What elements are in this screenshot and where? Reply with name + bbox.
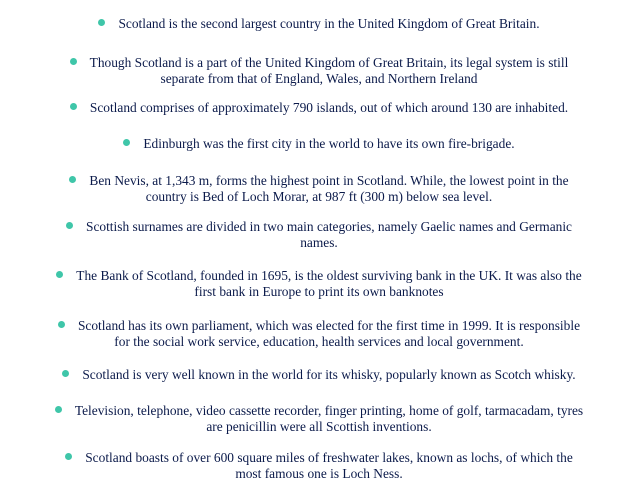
bullet-icon (69, 176, 76, 183)
list-item (6, 450, 632, 478)
bullet-icon (55, 406, 62, 413)
bullet-text-line1: Though Scotland is a part of the United Kingdom of Great Britain, its legal system is still (89, 55, 569, 70)
bullet-text-line1: Scottish surnames are divided in two main categories, namely Gaelic names and Germanic (86, 219, 572, 234)
bullet-text-line2: names. (300, 235, 338, 250)
bullet-icon (98, 19, 105, 26)
bullet-text-line2: country is Bed of Loch Morar, at 987 ft (300 m) below sea level. (145, 189, 493, 204)
bullet-icon (70, 58, 77, 65)
bullet-text-line2: are penicillin were all Scottish inventions. (206, 419, 432, 434)
bullet-text-line1: The Bank of Scotland, founded in 1695, is the oldest surviving bank in the UK. It was also the (76, 268, 582, 283)
bullet-text-line2: for the social work service, education, health services and local government. (114, 334, 524, 349)
list-item (6, 318, 632, 350)
bullet-icon (56, 271, 63, 278)
bullet-text-line1: Scotland has its own parliament, which was elected for the first time in 1999. It is responsible (77, 318, 581, 333)
bullet-icon (65, 453, 72, 460)
bullet-text-line1: Scotland comprises of approximately 790 islands, out of which around 130 are inhabited. (89, 100, 569, 115)
bullet-text-line1: Scotland is very well known in the world for its whisky, popularly known as Scotch whisky. (82, 367, 576, 382)
bullet-text-line1: Television, telephone, video cassette recorder, finger printing, home of golf, tarmacadam, tyres (74, 403, 584, 418)
bullet-text-line2: first bank in Europe to print its own banknotes (194, 284, 444, 299)
bullet-icon (58, 321, 65, 328)
bullet-text-line1: Scotland boasts of over 600 square miles of freshwater lakes, known as lochs, of which the (85, 450, 573, 465)
bullet-text-line2: separate from that of England, Wales, and Northern Ireland (160, 71, 478, 86)
list-item (6, 268, 632, 300)
list-item (6, 100, 632, 116)
bullet-text-line1: Edinburgh was the first city in the world to have its own fire-brigade. (143, 136, 515, 151)
list-item (6, 367, 632, 383)
list-item (6, 219, 632, 251)
bullet-icon (123, 139, 130, 146)
bullet-icon (70, 103, 77, 110)
bullet-icon (66, 222, 73, 229)
list-item (6, 55, 632, 87)
bullet-text-line1: Ben Nevis, at 1,343 m, forms the highest point in Scotland. While, the lowest point in the (89, 173, 569, 188)
list-item (6, 173, 632, 205)
list-item (6, 403, 632, 435)
bullet-text-line2: most famous one is Loch Ness. (235, 466, 403, 478)
bullet-text-line1: Scotland is the second largest country in the United Kingdom of Great Britain. (118, 16, 540, 31)
list-item (6, 136, 632, 152)
bullet-icon (62, 370, 69, 377)
list-item (6, 16, 632, 32)
